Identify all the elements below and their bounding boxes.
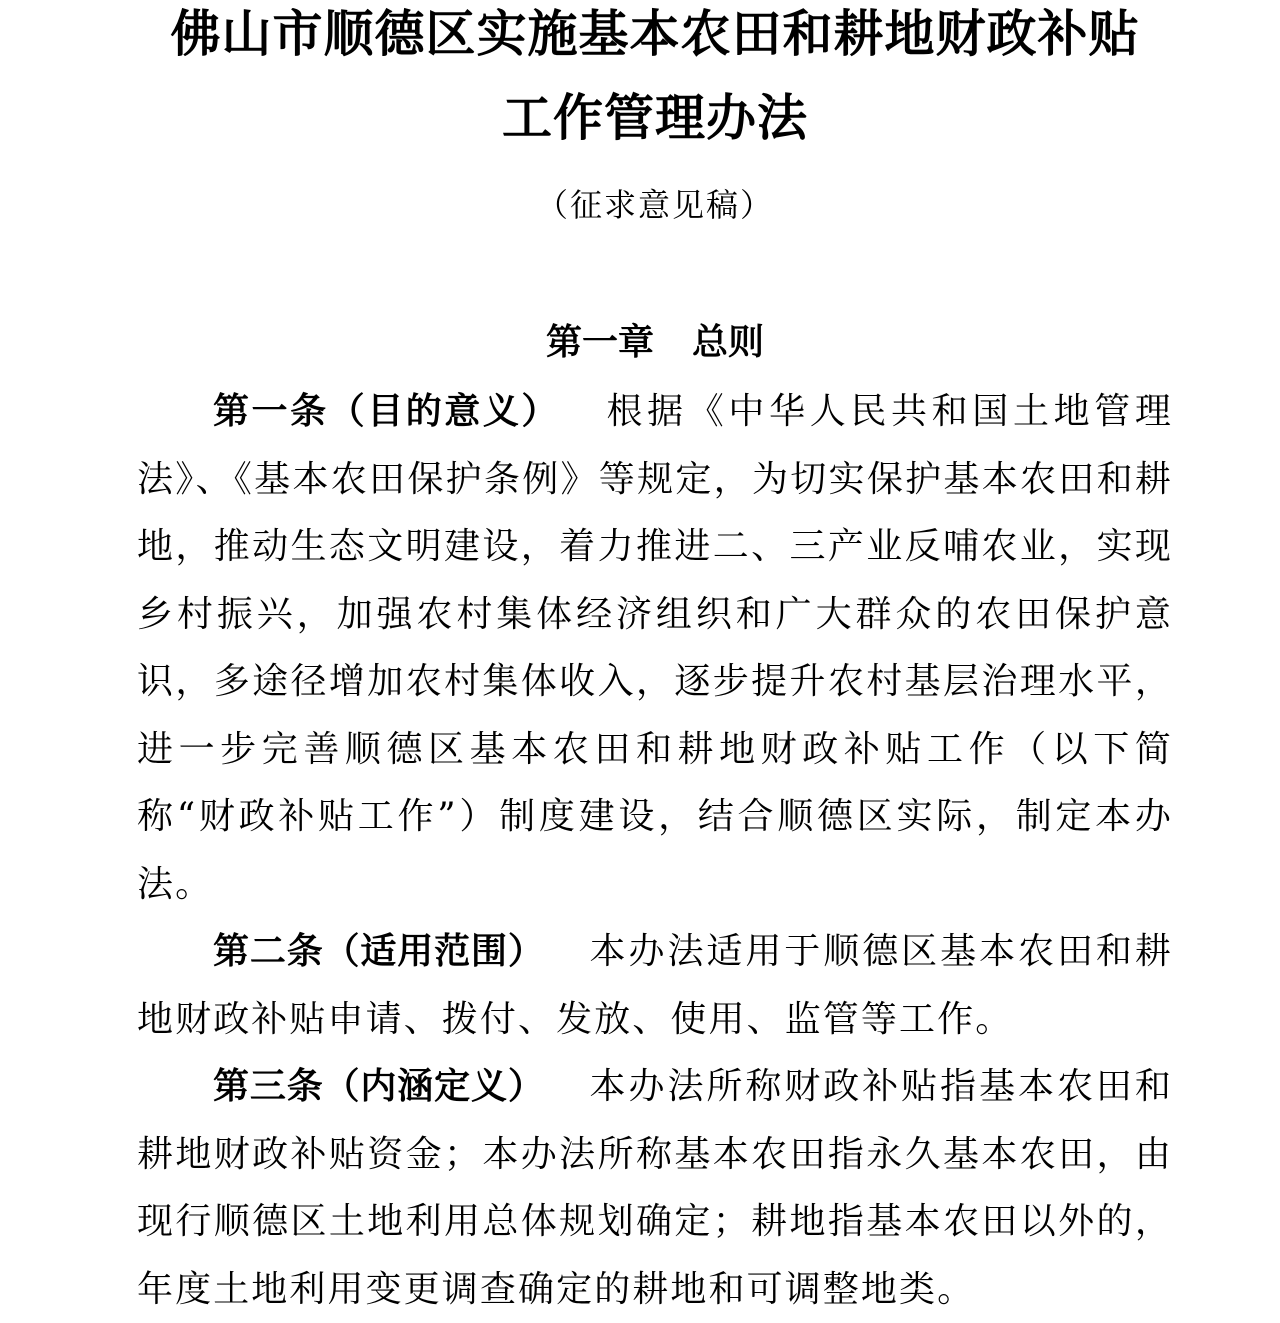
article-3-heading: 第三条（内涵定义）	[213, 1066, 545, 1107]
document-title-line-1: 佛山市顺德区实施基本农田和耕地财政补贴	[170, 4, 1140, 63]
document-body	[137, 378, 1173, 1323]
article-3-text: 本办法所称财政补贴指基本农田和耕地财政补贴资金；本办法所称基本农田指永久基本农田，由现行顺德区土地利用总体规划确定；耕地指基本农田以外的，年度土地利用变更调查确定的耕地和可调整地类。	[137, 1066, 1173, 1310]
document-title-line-2: 工作管理办法	[502, 88, 808, 147]
article-2-text: 本办法适用于顺德区基本农田和耕地财政补贴申请、拨付、发放、使用、监管等工作。	[137, 931, 1173, 1040]
chapter-heading	[140, 318, 1170, 368]
article-2	[137, 918, 1173, 1053]
article-1	[137, 378, 1173, 918]
article-1-heading: 第一条（目的意义）	[213, 391, 560, 432]
article-2-heading: 第二条（适用范围）	[213, 931, 545, 972]
document-subtitle: （征求意见稿）	[535, 186, 774, 224]
article-1-text: 根据《中华人民共和国土地管理法》、《基本农田保护条例》等规定，为切实保护基本农田和耕地，推动生态文明建设，着力推进二、三产业反哺农业，实现乡村振兴，加强农村集体经济组织和广大群众的农田保护意识，多途径增加农村集体收入，逐步提升农村基层治理水平，进一步完善顺德区基本农田和耕地财政补贴工作（以下简称“财政补贴工作”）制度建设，结合顺德区实际，制定本办法。	[137, 391, 1173, 905]
article-3	[137, 1053, 1173, 1323]
chapter-number: 第一章	[545, 322, 654, 363]
chapter-name: 总则	[692, 322, 765, 363]
